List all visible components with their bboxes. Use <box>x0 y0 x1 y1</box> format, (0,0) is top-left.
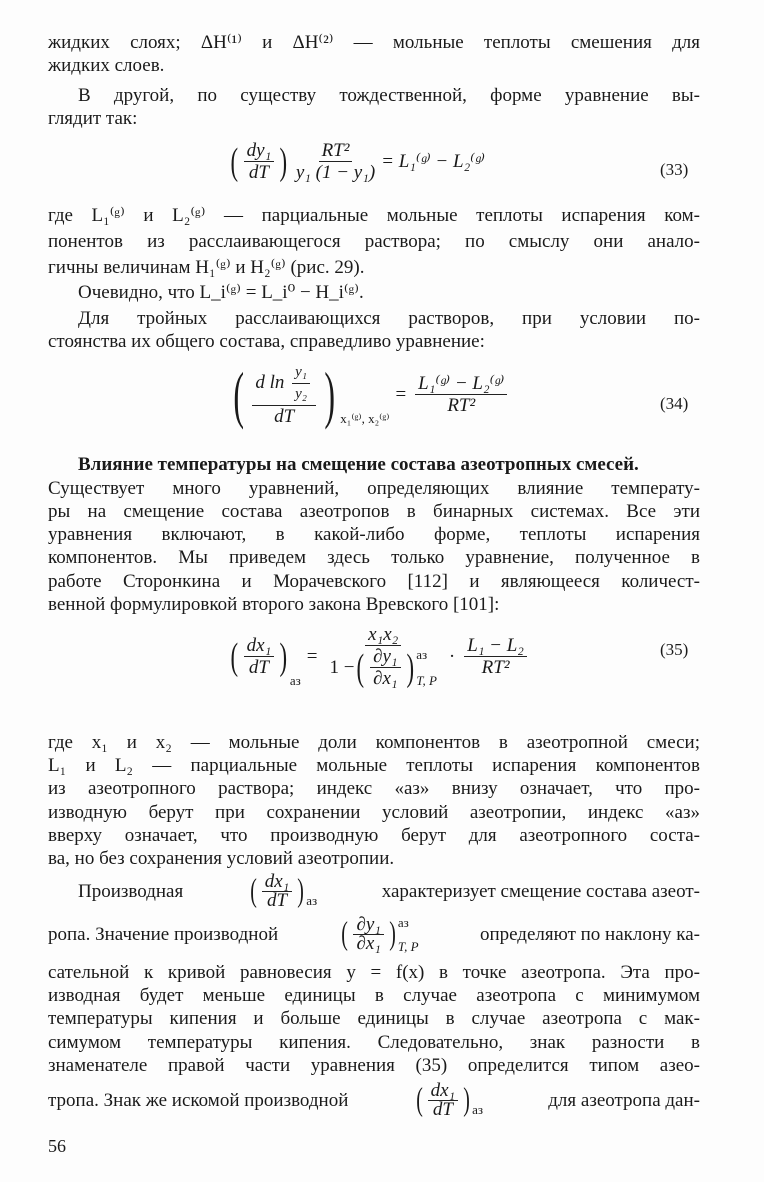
inner-fraction <box>292 362 310 405</box>
left-paren: ( <box>341 916 349 952</box>
text-line: знаменателе правой части уравнения (35) определится типом азео- <box>48 1055 700 1076</box>
denominator: ∂x₁ <box>356 933 381 954</box>
subscript: x₁⁽ᵍ⁾, x₂⁽ᵍ⁾ <box>340 411 390 426</box>
right-paren: ) <box>406 646 414 689</box>
denominator: RT² <box>481 657 510 678</box>
text-segment: определяют по наклону ка- <box>479 923 700 945</box>
text-line: глядит так: <box>48 108 138 129</box>
denominator: dT <box>266 890 288 911</box>
right-paren: ) <box>279 140 288 183</box>
numerator: ∂y₁ <box>370 646 400 668</box>
equation-number: (33) <box>660 160 689 179</box>
multiply-dot: · <box>448 645 456 667</box>
denominator: dT <box>432 1099 453 1120</box>
text-line: температуры кипения и больше единицы в случае азеотропа с мак- <box>48 1008 700 1029</box>
denominator: y₁ (1 − y₁) <box>295 162 376 183</box>
text-line: ры на смещение состава азеотропов в бинарных системах. Все эти <box>48 501 700 522</box>
text-segment: характеризует смещение состава азеот- <box>381 880 700 902</box>
text-line: где x₁ и x₂ — мольные доли компонентов в азеотропной смеси; <box>48 732 700 753</box>
d-ln: d ln <box>255 371 285 393</box>
text-line <box>78 873 700 910</box>
fraction <box>293 140 378 183</box>
fraction <box>244 140 275 183</box>
right-paren: ) <box>279 635 288 678</box>
superscript: аз <box>397 915 409 930</box>
fraction <box>415 373 507 416</box>
superscript: аз <box>416 646 428 662</box>
equation-number: (35) <box>660 640 689 659</box>
subscript: T, P <box>416 672 437 688</box>
text-line: изводная будет меньше единицы в случае азеотропа с минимумом <box>48 985 700 1006</box>
derivative-dx1-dT <box>248 873 317 910</box>
left-paren: ( <box>233 358 244 430</box>
left-paren: ( <box>415 1082 423 1118</box>
fraction <box>244 635 275 678</box>
fraction <box>353 916 383 953</box>
left-paren: ( <box>249 873 257 909</box>
left-paren: ( <box>230 140 239 183</box>
subscript: аз <box>306 893 318 908</box>
text-line: венной формулировкой второго закона Вревского [101]: <box>48 594 500 615</box>
numerator: ∂y₁ <box>353 916 383 935</box>
text-line: Для тройных расслаивающихся растворов, при условии по- <box>78 308 700 329</box>
fraction <box>326 624 439 689</box>
equals-sign: = <box>395 383 407 405</box>
right-hand-side: = L₁⁽ᵍ⁾ − L₂⁽ᵍ⁾ <box>381 151 485 172</box>
text-line: где L₁⁽ᵍ⁾ и L₂⁽ᵍ⁾ — парциальные мольные теплоты испарения ком- <box>48 205 700 226</box>
text-line: работе Сторонкина и Морачевского [112] и являющееся количест- <box>48 571 700 592</box>
left-paren: ( <box>356 646 365 689</box>
one-minus: 1 − <box>329 657 355 678</box>
equation-33 <box>228 140 485 183</box>
scripts <box>398 916 419 953</box>
text-line: L₁ и L₂ — парциальные мольные теплоты испарения компонентов <box>48 755 700 776</box>
subscript: аз <box>289 673 301 688</box>
text-line: уравнения включают, в какой-либо форме, теплоты испарения <box>48 524 700 545</box>
text-line: сательной к кривой равновесия y = f(x) в точке азеотропа. Эта про- <box>48 962 700 983</box>
denominator <box>326 646 439 689</box>
text-segment: Производная <box>78 880 184 902</box>
numerator: dx₁ <box>244 635 275 657</box>
text-line: понентов из расслаивающегося раствора; по смыслу они анало- <box>48 231 700 252</box>
text-line: изводную берут при сохранении условий азеотропии, индекс «аз» <box>48 802 700 823</box>
numerator: dx₁ <box>428 1082 459 1101</box>
denominator: dT <box>248 162 269 183</box>
text-line: Существует много уравнений, определяющих влияние температу- <box>48 478 700 499</box>
numerator: y₁ <box>292 362 310 384</box>
right-paren: ) <box>389 916 396 952</box>
numerator: dx₁ <box>262 873 293 892</box>
text-segment: тропа. Знак же искомой производной <box>48 1089 349 1111</box>
numerator <box>252 362 316 406</box>
subscript: T, P <box>397 939 419 954</box>
right-paren: ) <box>324 358 335 430</box>
numerator: RT² <box>319 140 353 162</box>
text-line: ва, но без сохранения условий азеотропии. <box>48 848 395 869</box>
equation-34 <box>228 358 510 430</box>
equals-sign: = <box>306 645 318 667</box>
equation-number: (34) <box>660 394 689 413</box>
denominator: RT² <box>447 395 476 416</box>
fraction <box>252 362 316 427</box>
numerator: L₁⁽ᵍ⁾ − L₂⁽ᵍ⁾ <box>415 373 507 395</box>
denominator: y₂ <box>295 386 307 402</box>
fraction <box>370 646 400 689</box>
page-number: 56 <box>48 1136 66 1156</box>
text-line: симумом температуры кипения. Следовательно, знак разности в <box>48 1032 700 1053</box>
derivative-dy1-dx1 <box>339 916 418 953</box>
text-line: стоянства их общего состава, справедливо уравнение: <box>48 331 485 352</box>
fraction <box>262 873 293 910</box>
fraction <box>428 1082 459 1119</box>
right-paren: ) <box>297 873 305 909</box>
scripts <box>416 648 437 688</box>
text-segment: ропа. Значение производной <box>48 923 279 945</box>
text-line: из азеотропного раствора; индекс «аз» внизу означает, что про- <box>48 778 700 799</box>
text-line: компонентов. Мы приведем здесь только уравнение, полученное в <box>48 547 700 568</box>
text-line: Очевидно, что L_i⁽ᵍ⁾ = L_i⁰ − H_i⁽ᵍ⁾. <box>78 282 364 303</box>
numerator: L₁ − L₂ <box>464 635 527 657</box>
derivative-dx1-dT <box>414 1082 483 1119</box>
denominator: dT <box>274 406 295 427</box>
numerator: x₁x₂ <box>365 624 401 646</box>
numerator: dy₁ <box>244 140 275 162</box>
left-paren: ( <box>230 635 239 678</box>
text-line: гичны величинам H₁⁽ᵍ⁾ и H₂⁽ᵍ⁾ (рис. 29). <box>48 257 365 278</box>
fraction <box>464 635 527 678</box>
subscript: аз <box>472 1102 484 1117</box>
text-line <box>48 1082 700 1119</box>
text-segment: для азеотропа дан- <box>548 1089 700 1111</box>
section-heading: Влияние температуры на смещение состава азеотропных смесей. <box>78 454 639 475</box>
text-line <box>48 916 700 953</box>
denominator: ∂x₁ <box>373 668 398 689</box>
text-line: В другой, по существу тождественной, форме уравнение вы- <box>78 85 700 106</box>
equation-35 <box>228 624 530 689</box>
text-line: вверху означает, что производную берут для азеотропного соста- <box>48 825 700 846</box>
text-line: жидких слоях; ΔH⁽¹⁾ и ΔH⁽²⁾ — мольные теплоты смешения для <box>48 32 700 53</box>
right-paren: ) <box>463 1082 470 1118</box>
text-line: жидких слоев. <box>48 55 165 76</box>
denominator: dT <box>248 657 269 678</box>
